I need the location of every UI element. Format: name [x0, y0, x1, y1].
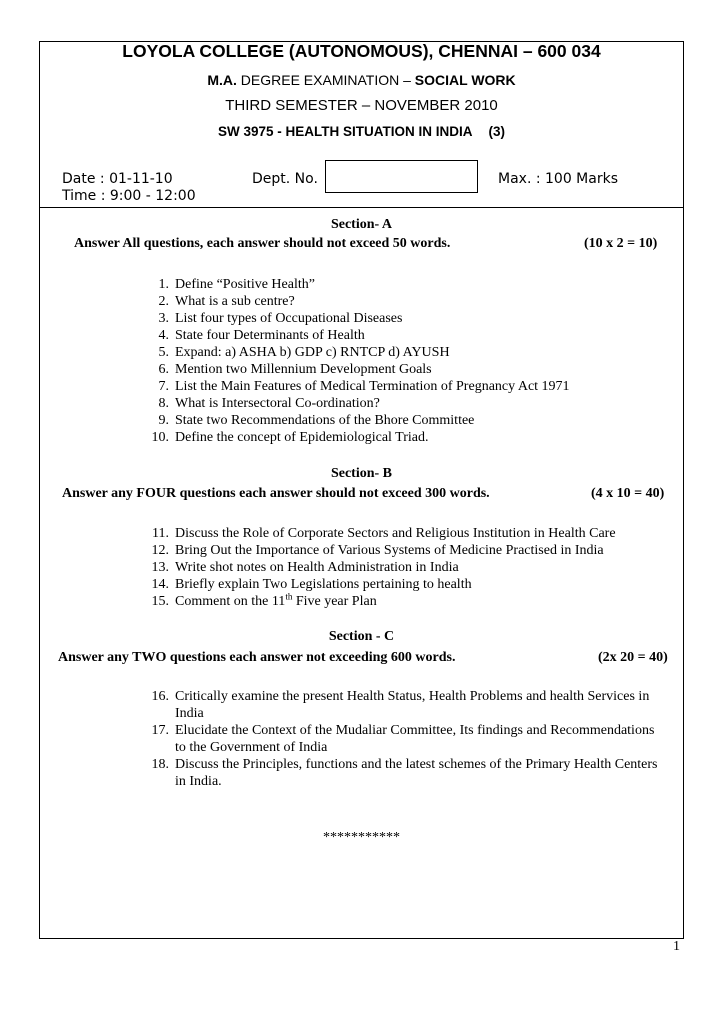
list-item [151, 756, 658, 790]
question-text-cont: India [175, 706, 204, 721]
max-marks: Max. : 100 Marks [498, 171, 618, 187]
question-text-cont: to the Government of India [175, 740, 328, 755]
course-code: SW 3975 - HEALTH SITUATION IN INDIA [217, 124, 473, 139]
section-a-marks: (10 x 2 = 10) [584, 236, 658, 251]
question-text: List the Main Features of Medical Termination of Pregnancy Act 1971 [175, 379, 570, 394]
question-number: 18. [151, 757, 169, 772]
exam-date: Date : 01-11-10 [62, 171, 173, 187]
section-b-instruction: Answer any FOUR questions each answer should not exceed 300 words. [62, 486, 490, 501]
question-text: State four Determinants of Health [175, 328, 365, 343]
section-b-title: Section- B [330, 466, 393, 481]
course-line [39, 124, 684, 139]
question-text: State two Recommendations of the Bhore Committee [175, 413, 475, 428]
ordinal-suffix: th [285, 591, 293, 602]
section-c-marks: (2x 20 = 40) [598, 650, 668, 665]
list-item [151, 591, 616, 610]
question-text: Mention two Millennium Development Goals [175, 362, 432, 377]
question-number: 8. [158, 396, 169, 411]
section-b-marks: (4 x 10 = 40) [591, 486, 665, 501]
degree-text: DEGREE EXAMINATION – [236, 72, 415, 88]
exam-time: Time : 9:00 - 12:00 [62, 188, 196, 204]
question-number: 6. [158, 362, 169, 377]
question-number: 10. [151, 430, 169, 445]
question-number: 7. [158, 379, 169, 394]
section-a-title: Section- A [330, 217, 393, 232]
degree-abbrev: M.A. [207, 72, 237, 88]
list-item [158, 412, 570, 429]
question-text: Expand: a) ASHA b) GDP c) RNTCP d) AYUSH [175, 345, 450, 360]
question-text: Define “Positive Health” [175, 277, 315, 292]
question-text: What is Intersectoral Co-ordination? [175, 396, 380, 411]
list-item [158, 293, 570, 310]
question-text: Discuss the Principles, functions and the latest schemes of the Primary Health Centers [175, 757, 658, 772]
question-text: Elucidate the Context of the Mudaliar Committee, Its findings and Recommendations [175, 723, 655, 738]
dept-label: Dept. No. [252, 171, 318, 187]
list-item [158, 276, 570, 293]
page-number: 1 [673, 939, 680, 954]
question-text: Define the concept of Epidemiological Triad. [175, 430, 429, 445]
question-number: 11. [152, 526, 169, 541]
list-item [158, 361, 570, 378]
question-number: 14. [151, 577, 169, 592]
question-number: 17. [151, 723, 169, 738]
degree-line [39, 72, 684, 88]
dept-number-box[interactable] [325, 160, 478, 193]
list-item [158, 395, 570, 412]
question-text-end: Five year Plan [292, 594, 377, 609]
question-number: 16. [151, 689, 169, 704]
question-text: Critically examine the present Health Status, Health Problems and health Services in [175, 689, 650, 704]
list-item [158, 310, 570, 327]
semester-line: THIRD SEMESTER – NOVEMBER 2010 [225, 97, 498, 114]
question-number: 15. [151, 594, 169, 609]
list-item [151, 688, 658, 722]
list-item [151, 576, 616, 593]
question-number: 9. [158, 413, 169, 428]
list-item [151, 559, 616, 576]
question-number: 2. [158, 294, 169, 309]
question-number: 13. [151, 560, 169, 575]
degree-subject: SOCIAL WORK [414, 72, 516, 88]
question-text: List four types of Occupational Diseases [175, 311, 403, 326]
question-text: Bring Out the Importance of Various Systems of Medicine Practised in India [175, 543, 604, 558]
list-item [152, 525, 616, 542]
question-text: Comment on the 11 [175, 594, 286, 609]
section-c-questions [151, 688, 658, 790]
section-b-questions [151, 525, 616, 610]
college-title: LOYOLA COLLEGE (AUTONOMOUS), CHENNAI – 600 034 [122, 41, 601, 61]
section-c-title: Section - C [328, 629, 395, 644]
list-item [151, 722, 658, 756]
question-text: Briefly explain Two Legislations pertaining to health [175, 577, 472, 592]
header-divider [39, 207, 684, 208]
question-text-cont: in India. [175, 774, 222, 789]
section-a-instruction: Answer All questions, each answer should not exceed 50 words. [74, 236, 451, 251]
list-item [158, 327, 570, 344]
question-number: 1. [158, 277, 169, 292]
list-item [158, 344, 570, 361]
list-item [151, 542, 616, 559]
list-item [158, 378, 570, 395]
question-number: 12. [151, 543, 169, 558]
question-number: 4. [158, 328, 169, 343]
section-c-instruction: Answer any TWO questions each answer not exceeding 600 words. [58, 650, 456, 665]
list-item [151, 429, 570, 446]
end-stars: *********** [323, 830, 400, 845]
question-number: 5. [158, 345, 169, 360]
section-a-questions [151, 276, 570, 446]
question-text: What is a sub centre? [175, 294, 295, 309]
question-number: 3. [158, 311, 169, 326]
course-set: (3) [488, 124, 506, 139]
question-text: Discuss the Role of Corporate Sectors and Religious Institution in Health Care [175, 526, 616, 541]
question-text: Write shot notes on Health Administration in India [175, 560, 459, 575]
